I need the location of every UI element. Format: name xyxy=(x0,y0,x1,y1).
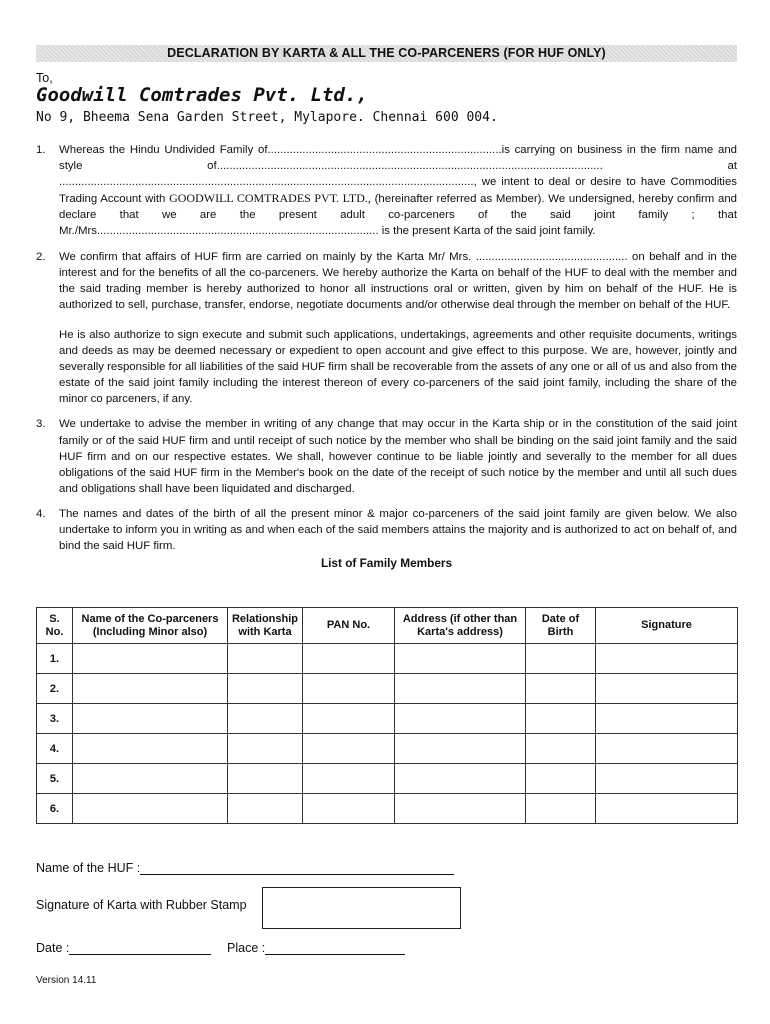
clause-1-part-a: Whereas the Hindu Undivided Family of..........................................................................is carrying on business in the firm name and style of.......................................................................................................................... at ..................................................................................................................................., we intent to deal or desire to have Commodities Trading Account with xyxy=(59,144,737,206)
row-number: 4. xyxy=(37,734,73,764)
pan-cell[interactable] xyxy=(303,704,395,734)
pan-cell[interactable] xyxy=(303,644,395,674)
pan-cell[interactable] xyxy=(303,734,395,764)
col-header-signature: Signature xyxy=(596,608,738,644)
name-cell[interactable] xyxy=(73,794,228,824)
clause-1-text xyxy=(59,142,737,240)
table-row xyxy=(37,764,738,794)
name-cell[interactable] xyxy=(73,704,228,734)
col-header-dob: Date of Birth xyxy=(526,608,596,644)
clause-2-paragraph-2: He is also authorize to sign execute and submit such applications, undertakings, agreements and other requisite documents, writings and deeds as may be deemed necessary or expedient to open account and give effect to this purpose. We are, however, jointly and severally responsible for all liabilities of the said HUF firm shall be recoverable from the assets of any one or all of us and also from the estate of the said joint family including the interest thereon of every co-parceners of the said joint family, including the share of the minor co parceners, if any. xyxy=(59,328,737,406)
clauses xyxy=(36,142,737,571)
clause-3 xyxy=(36,416,737,496)
clause-1-part-b: (hereinafter referred as Member). We undersigned, hereby confirm and declare that we are the present adult co-parceners of the said joint family ; that Mr./Mrs......................................................................................... is the present Karta of the said joint family. xyxy=(59,193,738,238)
col-header-pan: PAN No. xyxy=(303,608,395,644)
row-number: 6. xyxy=(37,794,73,824)
clause-number: 3. xyxy=(36,418,46,431)
table-row xyxy=(37,644,738,674)
relationship-cell[interactable] xyxy=(228,764,303,794)
clause-4 xyxy=(36,506,737,554)
version-label: Version 14.11 xyxy=(36,975,97,986)
table-row xyxy=(37,734,738,764)
address-cell[interactable] xyxy=(395,644,526,674)
dob-cell[interactable] xyxy=(526,734,596,764)
signature-cell[interactable] xyxy=(596,644,738,674)
row-number: 1. xyxy=(37,644,73,674)
pan-cell[interactable] xyxy=(303,794,395,824)
dob-cell[interactable] xyxy=(526,794,596,824)
col-header-sno: S. No. xyxy=(37,608,73,644)
row-number: 3. xyxy=(37,704,73,734)
clause-2-paragraph-1: We confirm that affairs of HUF firm are carried on mainly by the Karta Mr/ Mrs. ................................................ on behalf and in the interest and for the benefits of all the co-parceners. We hereby authorize the Karta on behalf of the HUF to deal with the member and the said trading member is hereby authorized to honor all instructions oral or written, given by him on behalf of the HUF. He is authorized to sell, purchase, transfer, endorse, negotiate documents and/or otherwise deal through the member on behalf of the HUF. xyxy=(59,250,737,311)
to-label: To, xyxy=(36,71,53,85)
clause-4-text: The names and dates of the birth of all the present minor & major co-parceners of the said joint family are given below. We also undertake to inform you in writing as and when each of the said members attains the majority and is authorized to act on behalf of, and bind the said HUF firm. xyxy=(59,507,737,553)
col-header-name: Name of the Co-parceners (Including Minor also) xyxy=(73,608,228,644)
table-header-row xyxy=(37,608,738,644)
relationship-cell[interactable] xyxy=(228,734,303,764)
clause-number: 4. xyxy=(36,507,46,520)
clause-number: 1. xyxy=(36,144,46,156)
karta-signature-stamp-box[interactable] xyxy=(262,887,461,929)
col-header-relationship: Relationship with Karta xyxy=(228,608,303,644)
signature-label: Signature of Karta with Rubber Stamp xyxy=(36,898,247,912)
dob-cell[interactable] xyxy=(526,674,596,704)
family-table-title: List of Family Members xyxy=(320,556,453,571)
signature-cell[interactable] xyxy=(596,764,738,794)
address-cell[interactable] xyxy=(395,704,526,734)
col-header-address: Address (if other than Karta's address) xyxy=(395,608,526,644)
signature-cell[interactable] xyxy=(596,794,738,824)
name-cell[interactable] xyxy=(73,674,228,704)
huf-name-field[interactable] xyxy=(140,861,454,875)
name-cell[interactable] xyxy=(73,644,228,674)
address-cell[interactable] xyxy=(395,674,526,704)
clause-1 xyxy=(36,142,737,240)
date-row xyxy=(36,941,211,955)
table-row xyxy=(37,674,738,704)
company-name: Goodwill Comtrades Pvt. Ltd., xyxy=(36,84,368,106)
name-cell[interactable] xyxy=(73,734,228,764)
dob-cell[interactable] xyxy=(526,764,596,794)
address-cell[interactable] xyxy=(395,794,526,824)
relationship-cell[interactable] xyxy=(228,704,303,734)
pan-cell[interactable] xyxy=(303,674,395,704)
table-row xyxy=(37,704,738,734)
clause-number: 2. xyxy=(36,250,46,263)
relationship-cell[interactable] xyxy=(228,674,303,704)
signature-cell[interactable] xyxy=(596,734,738,764)
place-field[interactable] xyxy=(265,941,405,955)
date-field[interactable] xyxy=(69,941,211,955)
table-row xyxy=(37,794,738,824)
signature-cell[interactable] xyxy=(596,674,738,704)
huf-name-row xyxy=(36,861,454,875)
clause-1-company: GOODWILL COMTRADES PVT. LTD., xyxy=(169,191,371,206)
row-number: 2. xyxy=(37,674,73,704)
declaration-banner: DECLARATION BY KARTA & ALL THE CO-PARCENERS (FOR HUF ONLY) xyxy=(36,45,737,62)
huf-name-label: Name of the HUF : xyxy=(36,861,141,875)
place-row xyxy=(227,941,405,955)
place-label: Place : xyxy=(227,941,266,955)
clause-3-text: We undertake to advise the member in writing of any change that may occur in the Karta ship or in the constitution of the said joint family or of the said HUF firm and until receipt of such notice by the member who shall be binding on the said joint family and the said HUF firm and on our respective estates. We shall, however continue to be liable jointly and severally to the member for all dues obligations of the said HUF firm in the Member's book on the date of the receipt of such notice by the member and until all such dues and obligations shall have been liquidated and discharged. xyxy=(59,418,737,495)
family-members-table xyxy=(36,607,738,824)
address-cell[interactable] xyxy=(395,734,526,764)
relationship-cell[interactable] xyxy=(228,644,303,674)
row-number: 5. xyxy=(37,764,73,794)
dob-cell[interactable] xyxy=(526,644,596,674)
company-address: No 9, Bheema Sena Garden Street, Mylapore. Chennai 600 004. xyxy=(36,110,498,125)
signature-cell[interactable] xyxy=(596,704,738,734)
clause-2 xyxy=(36,249,737,408)
name-cell[interactable] xyxy=(73,764,228,794)
date-label: Date : xyxy=(36,941,70,955)
relationship-cell[interactable] xyxy=(228,794,303,824)
dob-cell[interactable] xyxy=(526,704,596,734)
pan-cell[interactable] xyxy=(303,764,395,794)
address-cell[interactable] xyxy=(395,764,526,794)
